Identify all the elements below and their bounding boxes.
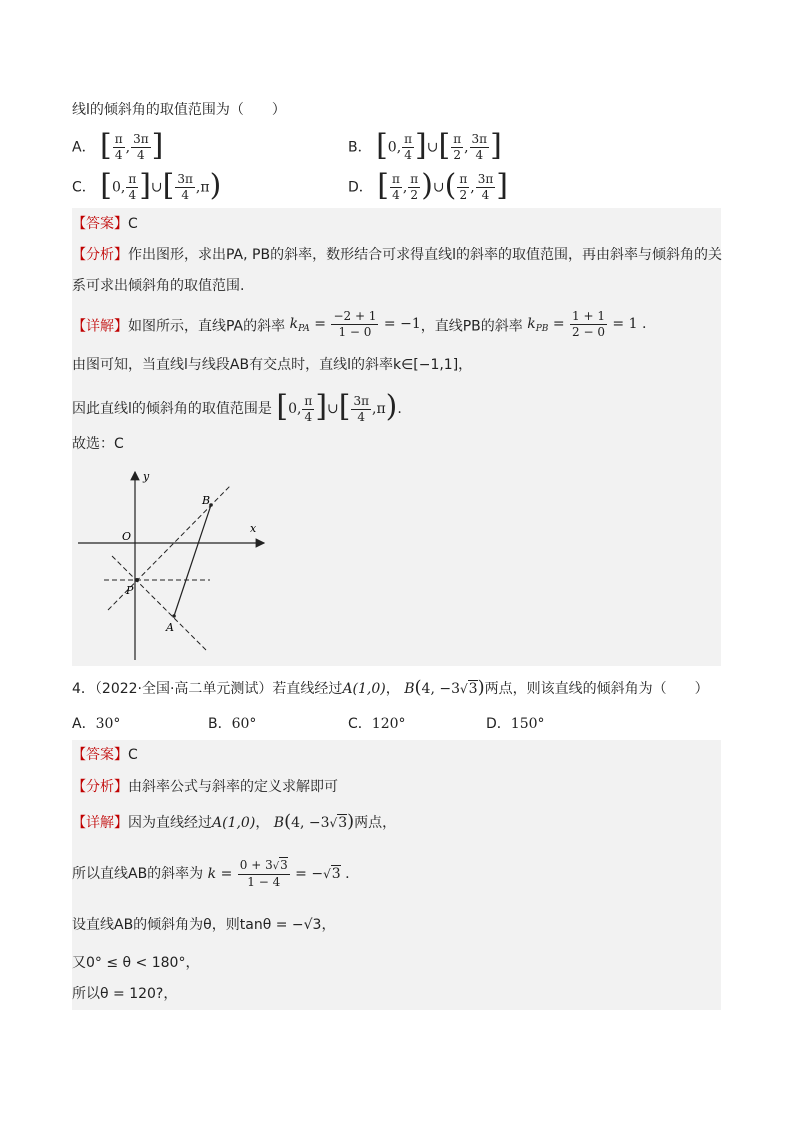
a4-detail-label: 【详解】 [72, 815, 128, 831]
q4-point-a: A(1,0) [342, 681, 386, 697]
q4-opt-d: 150° [510, 716, 545, 732]
a3-detail-part1: 如图所示，直线PA的斜率 [128, 318, 286, 335]
a3-detail [72, 306, 646, 342]
q3-stem: 线l的倾斜角的取值范围为（ ） [72, 102, 286, 118]
a4-analysis [72, 777, 338, 797]
a4-detail-line4: 又0° ≤ θ < 180°， [72, 955, 200, 971]
q4-option-c [348, 714, 406, 734]
answer-label: 【答案】 [72, 216, 128, 232]
a4-answer [72, 745, 138, 765]
a3-kpa-formula: $k_{PA}$ = $\frac{-2 + 1}{1 - 0}$ = −1 [289, 308, 421, 339]
q3-option-c-math: [0, $\frac{\pi}{4}$ ]∪[ $\frac{3\pi}{4}$ ,π) [100, 167, 222, 203]
q4-opt-b-label: B． [208, 716, 232, 732]
q4-option-b [208, 714, 256, 734]
a4-detail-suffix: 两点， [354, 815, 397, 831]
q4-option-d [486, 714, 545, 734]
label-x: x [250, 522, 257, 535]
q4-opt-a-label: A． [72, 716, 96, 732]
a3-detail-line3-text: 因此直线l的倾斜角的取值范围是 [72, 401, 272, 417]
a3-answer-value: C [128, 216, 138, 232]
q3-option-c-label: C． [72, 179, 96, 196]
a4-detail-line2-text: 所以直线AB的斜率为 [72, 866, 204, 882]
q3-option-b-math: [0, $\frac{\pi}{4}$ ]∪[ $\frac{\pi}{2}$ , $\frac{3\pi}{4}$ ] [376, 127, 502, 163]
a4-detail: 【详解】因为直线经过A(1,0)， B(4, −3√3)两点， [72, 811, 397, 832]
a3-analysis-line1: 作出图形，求出PA, PB的斜率，数形结合可求得直线l的斜率的取值范围，再由斜率与倾斜角的关 [128, 247, 722, 263]
q4-options [72, 714, 120, 734]
q3-option-b-label: B． [348, 139, 372, 156]
a3-range-formula: [0, $\frac{\pi}{4}$ ]∪[ $\frac{3\pi}{4}$ ,π). [276, 389, 402, 424]
q3-option-a-math: [ $\frac{\pi}{4}$ , $\frac{3\pi}{4}$ ] [100, 127, 164, 163]
label-y: y [143, 470, 150, 483]
q3-option-b [348, 127, 502, 166]
detail-label: 【详解】 [72, 318, 128, 335]
a3-analysis-line2: 系可求出倾斜角的取值范围. [72, 278, 245, 294]
a3-answer [72, 214, 138, 234]
a4-detail-prefix: 因为直线经过 [128, 815, 212, 831]
q3-option-d-math: [ $\frac{\pi}{4}$ , $\frac{\pi}{2}$ )∪( $\frac{\pi}{2}$ , $\frac{3\pi}{4}$ ] [377, 167, 508, 203]
label-b: B [202, 494, 211, 507]
a4-detail-line2 [72, 856, 350, 892]
q4-opt-a: 30° [95, 716, 121, 732]
a4-slope-formula: k = $\frac{0 + 3√3}{1 - 4}$ = −√3 . [207, 858, 350, 889]
a4-answer-value: C [128, 747, 138, 763]
a3-analysis [72, 245, 722, 265]
q3-option-d-label: D． [348, 179, 373, 196]
a3-detail-line2: 由图可知，当直线l与线段AB有交点时，直线l的斜率k∈[−1,1]， [72, 357, 473, 373]
q3-option-a-label: A． [72, 139, 96, 156]
label-p: P [126, 584, 134, 597]
a4-analysis-label: 【分析】 [72, 779, 128, 795]
label-o: O [122, 530, 132, 543]
coordinate-figure [78, 464, 270, 662]
q4-opt-b: 60° [231, 716, 257, 732]
q4-stem-prefix: 4．（2022·全国·高二单元测试）若直线经过 [72, 681, 343, 697]
a4-detail-line5: 所以θ = 120?， [72, 986, 178, 1002]
q3-option-a [72, 127, 164, 166]
segment-ab [174, 505, 211, 616]
a3-kpb-formula: $k_{PB}$ = $\frac{1 + 1}{2 - 0}$ = 1 . [527, 308, 647, 339]
analysis-label: 【分析】 [72, 247, 128, 263]
a4-answer-label: 【答案】 [72, 747, 128, 763]
label-a: A [166, 621, 174, 634]
q3-option-d [348, 167, 508, 206]
q4-point-b-prefix: B [404, 681, 415, 697]
a4-detail-point-a: A(1,0) [212, 815, 256, 831]
a3-detail-part2: ，直线PB的斜率 [420, 318, 523, 335]
a3-detail-line3 [72, 389, 402, 426]
line-pa-dashed [112, 556, 206, 650]
a4-detail-point-b-prefix: B [273, 815, 285, 831]
q4-opt-c: 120° [371, 716, 406, 732]
point-a [172, 614, 176, 618]
q4-stem-suffix: 两点，则该直线的倾斜角为（ ） [484, 681, 709, 697]
a4-detail-line3: 设直线AB的倾斜角为θ，则tanθ = −√3， [72, 917, 336, 933]
a3-choice: 故选：C [72, 436, 124, 452]
a4-analysis-text: 由斜率公式与斜率的定义求解即可 [128, 779, 338, 795]
q4-opt-c-label: C． [348, 716, 372, 732]
q4-stem: 4．（2022·全国·高二单元测试）若直线经过A(1,0)， B(4, −3√3)两点，则该直线的倾斜角为（ ） [72, 677, 709, 698]
q4-opt-d-label: D． [486, 716, 511, 732]
point-p [135, 578, 139, 582]
q3-option-c [72, 167, 222, 206]
